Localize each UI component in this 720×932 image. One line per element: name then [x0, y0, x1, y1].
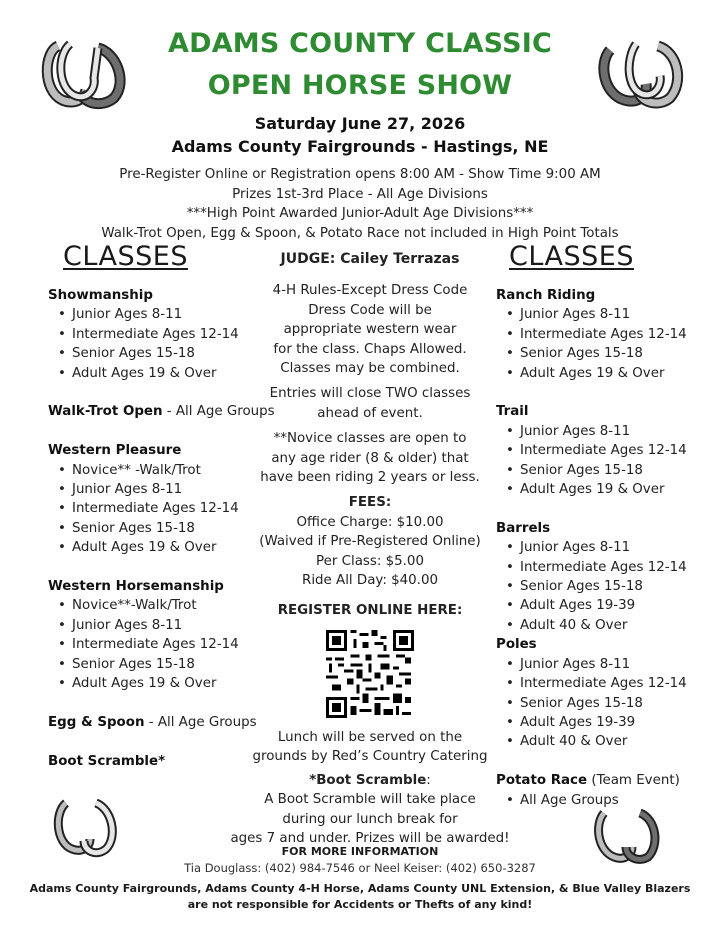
- list-item: • Senior Ages 15-18: [48, 655, 278, 674]
- list-item: • Novice** -Walk/Trot: [48, 461, 278, 480]
- class-group-potato-race: [496, 771, 716, 810]
- disclaimer-line: are not responsible for Accidents or Thefts of any kind!: [187, 898, 533, 911]
- list-item: • Junior Ages 8-11: [496, 305, 716, 324]
- list-item: • Adult Ages 19 & Over: [496, 364, 716, 383]
- list-item: • Senior Ages 15-18: [48, 519, 278, 538]
- class-group-poles: [496, 635, 716, 751]
- novice-note: [250, 429, 490, 487]
- class-group-egg-spoon: [48, 713, 278, 732]
- list-item: • Novice**-Walk/Trot: [48, 596, 278, 615]
- fee-line: (Waived if Pre-Registered Online): [259, 534, 481, 550]
- info-line: Walk-Trot Open, Egg & Spoon, & Potato Race not included in High Point Totals: [101, 225, 619, 241]
- info-block: [0, 165, 720, 243]
- class-group-note: (Team Event): [587, 773, 680, 789]
- list-item: • Adult 40 & Over: [496, 732, 716, 751]
- entries-close-note: [250, 384, 490, 423]
- list-item: • Intermediate Ages 12-14: [48, 635, 278, 654]
- fee-line: Ride All Day: $40.00: [302, 573, 438, 589]
- list-item: • Adult Ages 19 & Over: [48, 364, 278, 383]
- dress-code-rules: [250, 281, 490, 378]
- fees-title: FEES:: [348, 495, 392, 511]
- show-venue: Adams County Fairgrounds - Hastings, NE: [171, 137, 549, 156]
- class-group-title: Ranch Riding: [496, 288, 596, 303]
- fee-line: Per Class: $5.00: [316, 553, 424, 569]
- registration-qr-code[interactable]: [326, 630, 414, 718]
- lunch-note: [250, 728, 490, 767]
- class-group-note: - All Age Groups: [162, 404, 275, 420]
- classes-heading-left: CLASSES: [63, 241, 188, 272]
- contact-info: Tia Douglass: (402) 984-7546 or Neel Keiser: (402) 650-3287: [184, 861, 536, 875]
- list-item: • Adult Ages 19-39: [496, 713, 716, 732]
- text-line: have been riding 2 years or less.: [260, 470, 480, 486]
- register-online-heading: REGISTER ONLINE HERE:: [277, 602, 463, 618]
- list-item: • Junior Ages 8-11: [496, 422, 716, 441]
- boot-scramble-note: [230, 771, 510, 849]
- text-line: Dress Code will be: [308, 302, 432, 318]
- class-group-title: Trail: [496, 404, 529, 420]
- list-item: • Senior Ages 15-18: [496, 461, 716, 480]
- list-item: • Senior Ages 15-18: [496, 344, 716, 363]
- list-item: • Intermediate Ages 12-14: [496, 674, 716, 693]
- class-group-title: Barrels: [496, 520, 551, 536]
- list-item: • Adult Ages 19 & Over: [496, 480, 716, 499]
- middle-info-column: [230, 250, 510, 848]
- class-group-western-pleasure: [48, 441, 278, 557]
- list-item: • Senior Ages 15-18: [496, 577, 716, 596]
- class-group-title: Western Pleasure: [48, 443, 182, 459]
- list-item: • Junior Ages 8-11: [48, 480, 278, 499]
- class-group-walk-trot: [48, 402, 278, 421]
- fees-block: [250, 493, 490, 590]
- class-group-trail: [496, 402, 716, 499]
- list-item: • Intermediate Ages 12-14: [48, 499, 278, 518]
- class-group-showmanship: [48, 286, 278, 383]
- text-line: any age rider (8 & older) that: [271, 450, 469, 466]
- text-line: Lunch will be served on the: [277, 729, 463, 745]
- list-item: • Junior Ages 8-11: [48, 305, 278, 324]
- class-group-title: Showmanship: [48, 288, 153, 303]
- show-date: Saturday June 27, 2026: [254, 114, 466, 133]
- text-line: Classes may be combined.: [280, 361, 460, 377]
- list-item: • Senior Ages 15-18: [48, 344, 278, 363]
- list-item: • All Age Groups: [496, 791, 716, 810]
- class-group-boot-scramble: [48, 752, 278, 771]
- list-item: • Senior Ages 15-18: [496, 694, 716, 713]
- class-group-note: - All Age Groups: [144, 714, 257, 730]
- text-line: during our lunch break for: [282, 811, 458, 827]
- list-item: • Intermediate Ages 12-14: [496, 325, 716, 344]
- list-item: • Intermediate Ages 12-14: [48, 325, 278, 344]
- class-group-title: Walk-Trot Open: [48, 404, 163, 420]
- disclaimer-line: Adams County Fairgrounds, Adams County 4-H Horse, Adams County UNL Extension, & Blue Valley Blazers: [29, 882, 691, 895]
- title-line-2: OPEN HORSE SHOW: [207, 70, 513, 101]
- class-group-barrels: [496, 519, 716, 635]
- list-item: • Adult 40 & Over: [496, 616, 716, 635]
- right-classes-column: [496, 286, 716, 829]
- class-group-title: Western Horsemanship: [48, 579, 224, 595]
- boot-scramble-heading: [250, 771, 490, 790]
- list-item: • Junior Ages 8-11: [496, 655, 716, 674]
- left-classes-column: [48, 286, 278, 790]
- text-line: Entries will close TWO classes: [269, 386, 471, 402]
- judge-name: JUDGE: Cailey Terrazas: [280, 251, 460, 267]
- text-line: A Boot Scramble will take place: [264, 792, 476, 808]
- info-line: ***High Point Awarded Junior-Adult Age Divisions***: [186, 206, 534, 222]
- class-group-title: Egg & Spoon: [48, 714, 145, 730]
- list-item: • Junior Ages 8-11: [48, 616, 278, 635]
- class-group-title: Boot Scramble*: [48, 753, 166, 769]
- text-line: appropriate western wear: [283, 322, 457, 338]
- list-item: • Adult Ages 19-39: [496, 596, 716, 615]
- list-item: • Adult Ages 19 & Over: [48, 674, 278, 693]
- boot-scramble-title: *Boot Scramble: [309, 772, 427, 788]
- class-group-western-horsemanship: [48, 577, 278, 693]
- class-group-title: Potato Race: [496, 773, 588, 789]
- classes-heading-right: CLASSES: [509, 241, 634, 272]
- more-info-heading: FOR MORE INFORMATION: [281, 845, 439, 858]
- title-line-1: ADAMS COUNTY CLASSIC: [167, 28, 553, 59]
- list-item: • Adult Ages 19 & Over: [48, 538, 278, 557]
- boot-scramble-colon: :: [426, 772, 431, 788]
- list-item: • Intermediate Ages 12-14: [496, 441, 716, 460]
- text-line: for the class. Chaps Allowed.: [273, 341, 467, 357]
- info-line: Pre-Register Online or Registration opens 8:00 AM - Show Time 9:00 AM: [119, 167, 601, 182]
- class-group-ranch-riding: [496, 286, 716, 383]
- info-line: Prizes 1st-3rd Place - All Age Divisions: [232, 186, 488, 202]
- text-line: grounds by Red’s Country Catering: [252, 749, 488, 765]
- text-line: ages 7 and under. Prizes will be awarded!: [230, 830, 510, 846]
- text-line: **Novice classes are open to: [273, 431, 467, 447]
- list-item: • Junior Ages 8-11: [496, 538, 716, 557]
- list-item: • Intermediate Ages 12-14: [496, 558, 716, 577]
- potato-race-heading: [496, 771, 716, 790]
- text-line: 4-H Rules-Except Dress Code: [272, 283, 468, 299]
- fee-line: Office Charge: $10.00: [296, 514, 444, 530]
- disclaimer: [0, 881, 720, 913]
- class-group-title: Poles: [496, 637, 537, 653]
- text-line: ahead of event.: [317, 405, 423, 421]
